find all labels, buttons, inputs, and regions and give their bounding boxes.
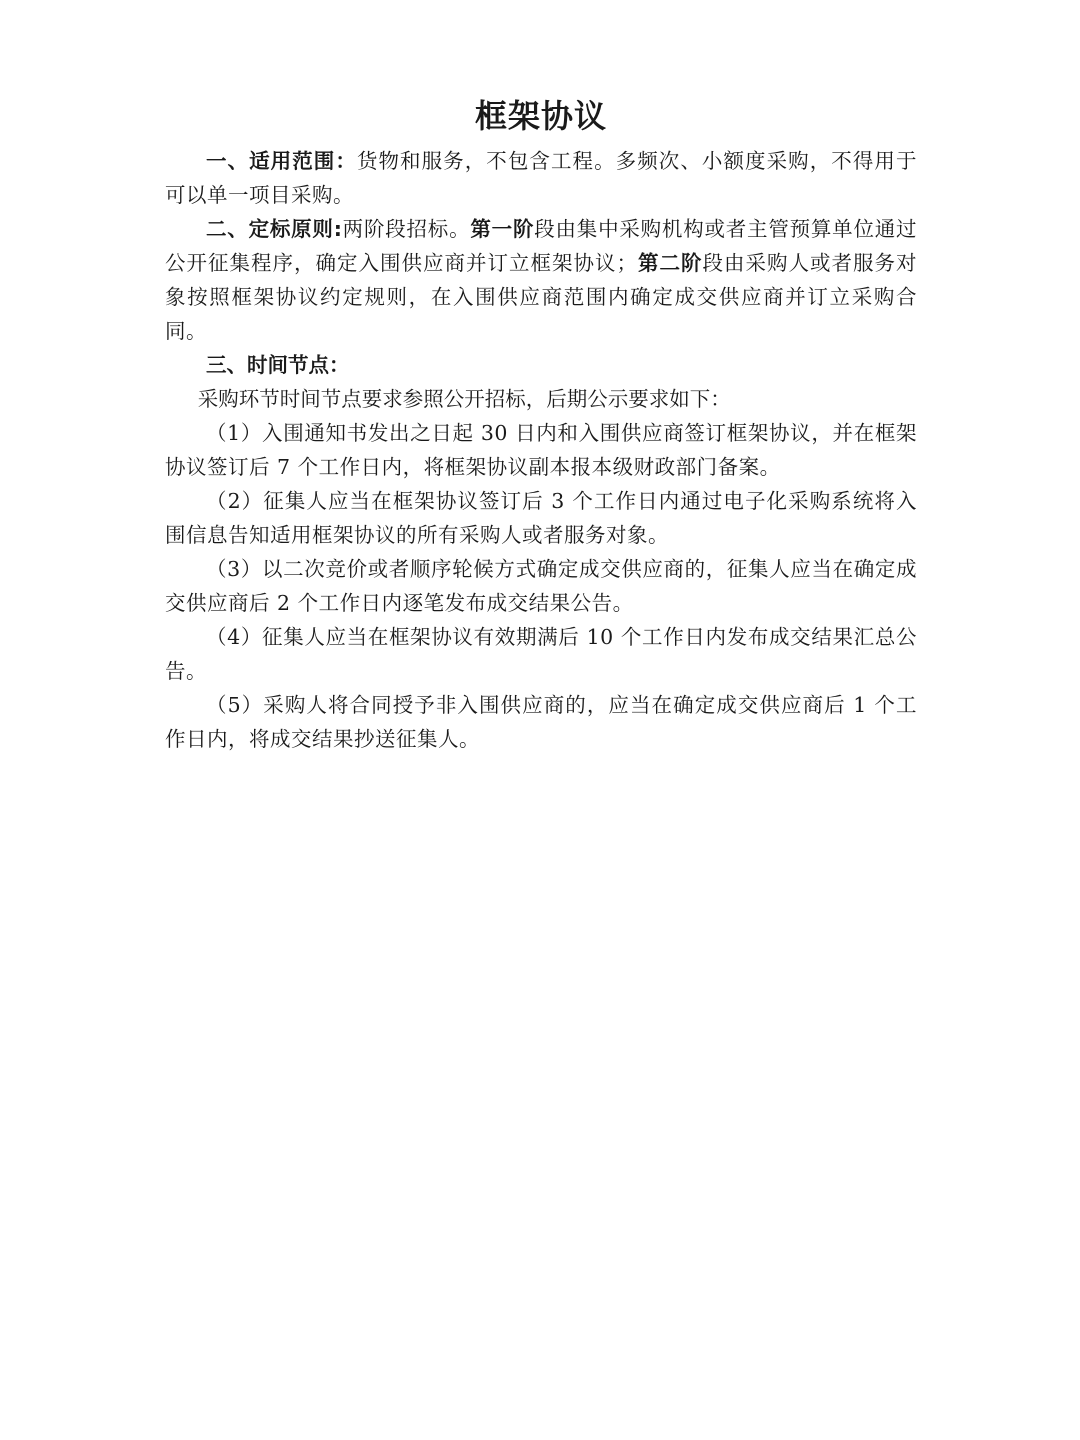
principle-text-c: 段由采购人或者服务对象按照框架协议约定规则，在入围供应商范围内确定成交供应商并订立采购合同。 <box>165 251 917 343</box>
timeline-item-4: （4）征集人应当在框架协议有效期满后 10 个工作日内发布成交结果汇总公告。 <box>165 625 917 683</box>
document-title: 框架协议 <box>474 97 607 135</box>
document-page <box>165 92 917 756</box>
timeline-item-5: （5）采购人将合同授予非入围供应商的，应当在确定成交供应商后 1 个工作日内，将成交结果抄送征集人。 <box>165 693 917 751</box>
timeline-intro: 采购环节时间节点要求参照公开招标，后期公示要求如下： <box>197 387 731 411</box>
timeline-heading: 三、时间节点： <box>206 353 350 377</box>
section-timeline <box>165 348 917 382</box>
section-scope <box>165 144 917 212</box>
stage1-label: 第一阶 <box>470 217 535 241</box>
scope-heading: 一、适用范围： <box>206 149 357 173</box>
section-principle <box>165 212 917 348</box>
timeline-item-1: （1）入围通知书发出之日起 30 日内和入围供应商签订框架协议，并在框架协议签订后 7 个工作日内，将框架协议副本报本级财政部门备案。 <box>165 421 917 479</box>
timeline-item-2: （2）征集人应当在框架协议签订后 3 个工作日内通过电子化采购系统将入围信息告知适用框架协议的所有采购人或者服务对象。 <box>165 489 917 547</box>
stage2-label: 第二阶 <box>637 251 703 275</box>
principle-text-a: 两阶段招标。 <box>342 217 471 241</box>
principle-heading: 二、定标原则: <box>206 217 343 241</box>
timeline-item-3: （3）以二次竞价或者顺序轮候方式确定成交供应商的，征集人应当在确定成交供应商后 2 个工作日内逐笔发布成交结果公告。 <box>165 557 917 615</box>
scope-text: 货物和服务，不包含工程。多频次、小额度采购，不得用于可以单一项目采购。 <box>165 149 917 207</box>
principle-text-b: 段由集中采购机构或者主管预算单位通过公开征集程序，确定入围供应商并订立框架协议； <box>165 217 918 275</box>
